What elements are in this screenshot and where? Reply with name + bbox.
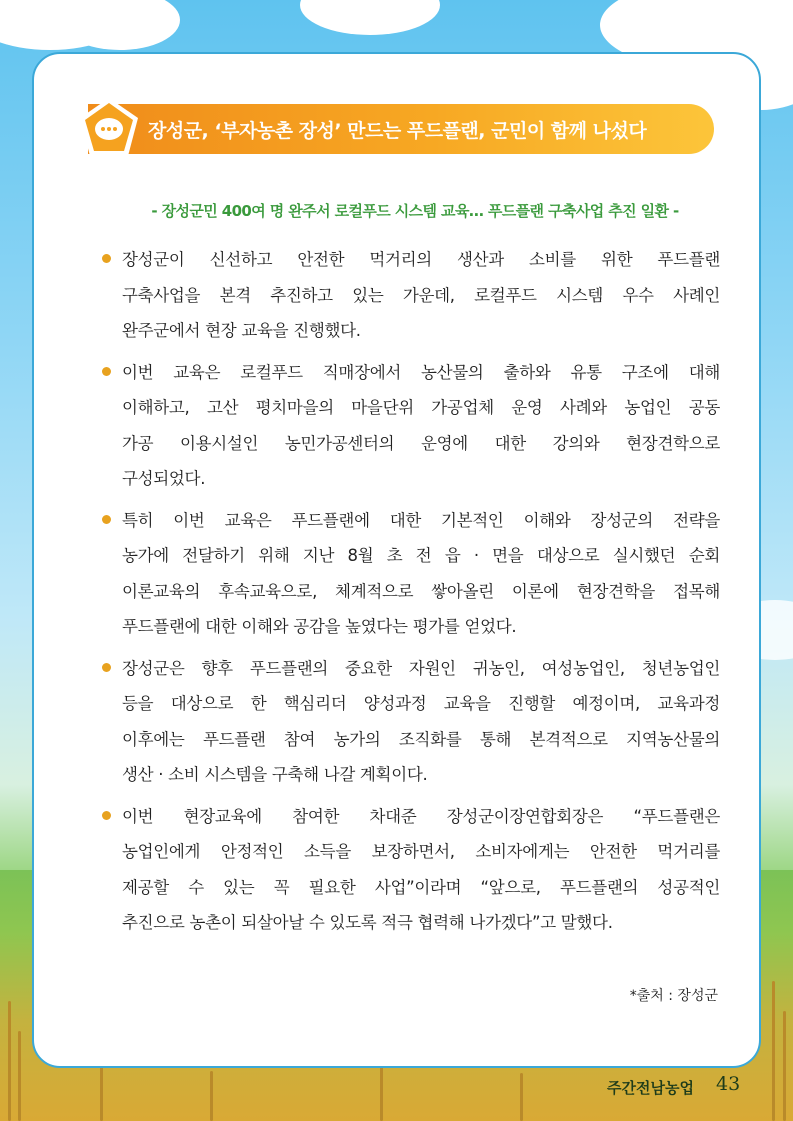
bullet-line: 구축사업을 본격 추진하고 있는 가운데, 로컬푸드 시스템 우수 사례인: [122, 285, 720, 305]
source-credit: *출처 : 장성군: [629, 988, 718, 1004]
bullet-item: [100, 503, 720, 645]
page-title: 장성군, ‘부자농촌 장성’ 만드는 푸드플랜, 군민이 함께 나섰다: [148, 120, 647, 142]
bullet-item: [100, 242, 720, 349]
bullet-line: 구성되었다.: [122, 469, 206, 488]
bullet-line: 농가에 전달하기 위해 지난 8월 초 전 읍 · 면을 대상으로 실시했던 순회: [122, 546, 720, 565]
bullet-line: 완주군에서 현장 교육을 진행했다.: [122, 321, 361, 340]
bullet-line: 푸드플랜에 대한 이해와 공감을 높였다는 평가를 얻었다.: [122, 617, 517, 636]
page-number: 43: [716, 1073, 741, 1095]
bullet-line: 이번 현장교육에 참여한 차대준 장성군이장연합회장은 “푸드플랜은: [122, 806, 720, 826]
bullet-line: 가공 이용시설인 농민가공센터의 운영에 대한 강의와 현장견학으로: [122, 433, 720, 453]
bullet-dot-icon: [102, 367, 111, 376]
bullet-item: [100, 799, 720, 941]
bullet-dot-icon: [102, 811, 111, 820]
publication-name: 주간전남농업: [607, 1079, 694, 1097]
bullet-dot-icon: [102, 663, 111, 672]
speech-bubble-icon: [78, 96, 140, 162]
bullet-dot-icon: [102, 254, 111, 263]
bullet-line: 등을 대상으로 한 핵심리더 양성과정 교육을 진행할 예정이며, 교육과정: [122, 694, 720, 713]
bullet-line: 이론교육의 후속교육으로, 체계적으로 쌓아올린 이론에 현장견학을 접목해: [122, 581, 720, 601]
bullet-line: 추진으로 농촌이 되살아날 수 있도록 적극 협력해 나가겠다”고 말했다.: [122, 913, 613, 932]
bullet-line: 제공할 수 있는 꼭 필요한 사업”이라며 “앞으로, 푸드플랜의 성공적인: [122, 877, 720, 897]
bullet-line: 이해하고, 고산 평치마을의 마을단위 가공업체 운영 사례와 농업인 공동: [122, 398, 720, 417]
bullet-item: [100, 651, 720, 793]
bullet-line: 특히 이번 교육은 푸드플랜에 대한 기본적인 이해와 장성군의 전략을: [122, 510, 720, 530]
bullet-line: 장성군은 향후 푸드플랜의 중요한 자원인 귀농인, 여성농업인, 청년농업인: [122, 658, 720, 678]
subtitle: - 장성군민 400여 명 완주서 로컬푸드 시스템 교육… 푸드플랜 구축사업 추진 일환 -: [151, 202, 679, 220]
bullet-line: 농업인에게 안정적인 소득을 보장하면서, 소비자에게는 안전한 먹거리를: [122, 842, 720, 861]
bullet-line: 이번 교육은 로컬푸드 직매장에서 농산물의 출하와 유통 구조에 대해: [122, 362, 720, 382]
bullet-line: 이후에는 푸드플랜 참여 농가의 조직화를 통해 본격적으로 지역농산물의: [122, 729, 720, 749]
bullet-item: [100, 355, 720, 497]
bullet-dot-icon: [102, 515, 111, 524]
bullet-line: 장성군이 신선하고 안전한 먹거리의 생산과 소비를 위한 푸드플랜: [122, 250, 720, 269]
bullet-list: [100, 242, 720, 947]
bullet-line: 생산 · 소비 시스템을 구축해 나갈 계획이다.: [122, 765, 428, 784]
